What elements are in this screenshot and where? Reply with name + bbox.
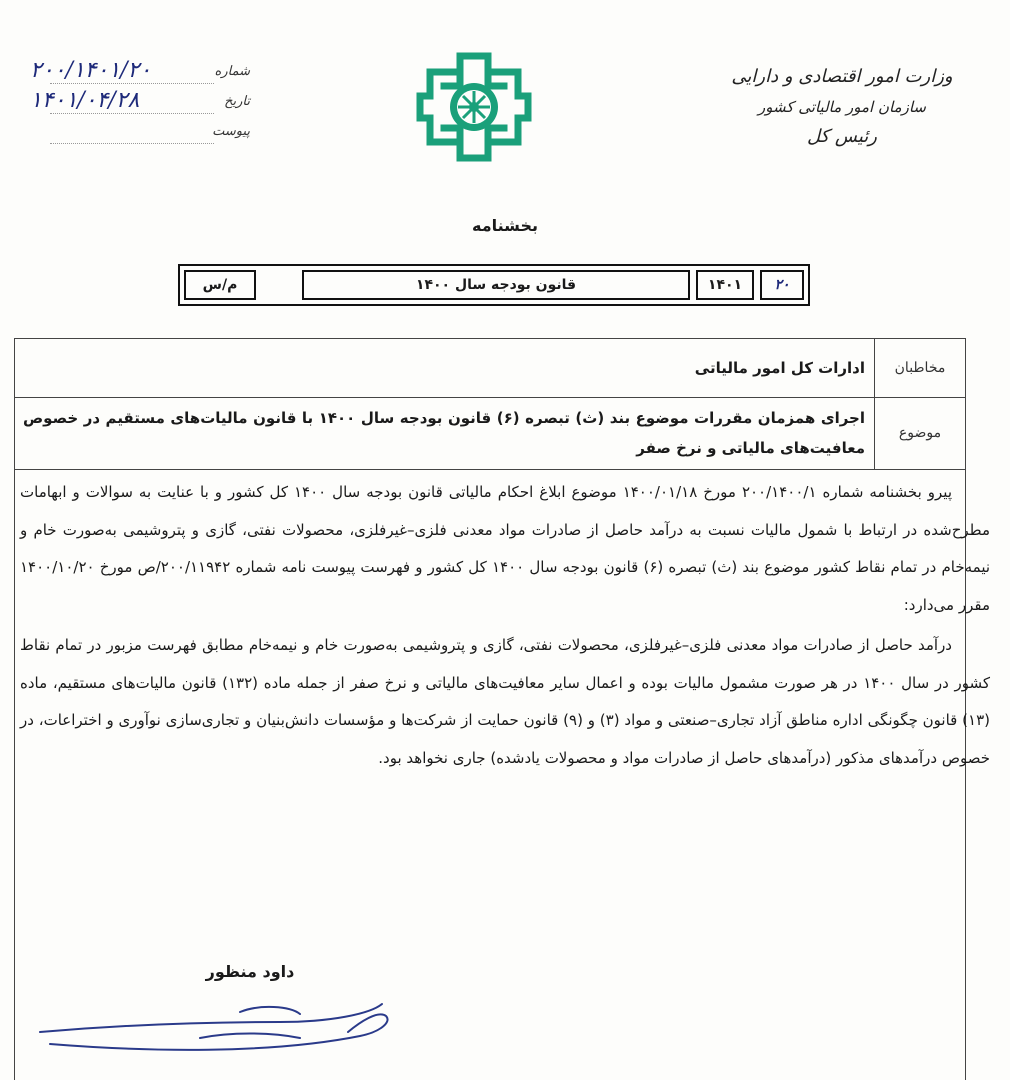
document-title: بخشنامه [472,216,538,235]
handwritten-signature-icon [30,992,410,1062]
organization-name: سازمان امور مالیاتی کشور [758,98,926,116]
letter-metadata [30,58,250,148]
body-paragraph-2: درآمد حاصل از صادرات مواد معدنی فلزی–غیرفلزی، محصولات نفتی، گازی و پتروشیمی به‌صورت خام و نیمه‌خام مطابق فهرست مزبور در تمام نقاط کشور در سال ۱۴۰۰ در هر صورت مشمول مالیات بوده و اعمال سایر معافیت‌های مالیاتی و نرخ صفر از جمله ماده (۱۳۲) قانون مالیات‌های مستقیم، ماده (۱۳) قانون چگونگی اداره مناطق آزاد تجاری–صنعتی و مواد (۳) و (۹) قانون حمایت از شرکت‌ها و مؤسسات دانش‌بنیان و تجاری‌سازی نوآوری و اختراعات، در خصوص درآمدهای مذکور (درآمدهای حاصل از صادرات مواد و محصولات یادشده) جاری نخواهد بود. [20,636,990,767]
date-label: تاریخ [224,94,250,109]
letter-date: ۱۴۰۱/۰۴/۲۸ [30,88,140,113]
subject-label: موضوع [874,397,965,469]
position-title: رئیس کل [806,126,877,147]
letter-number: ۲۰۰/۱۴۰۱/۲۰ [30,58,152,83]
document-body [20,474,990,777]
circular-year: ۱۴۰۱ [696,270,754,300]
recipients-value: ادارات کل امور مالیاتی [694,359,865,377]
recipients-row [15,339,965,398]
tax-organization-emblem-icon [412,42,536,172]
subject-row [15,397,965,470]
category-code: م/س [184,270,256,300]
signatory-name: داود منظور [205,962,295,981]
ministry-name: وزارت امور اقتصادی و دارایی [731,66,953,87]
subject-value: اجرای همزمان مقررات موضوع بند (ث) تبصره (۶) قانون بودجه سال ۱۴۰۰ با قانون مالیات‌های مستقیم در خصوص معافیت‌های مالیاتی و نرخ صفر [23,409,865,457]
circular-number: ۲۰ [760,270,804,300]
ministry-header [712,62,972,152]
body-paragraph-1: پیرو بخشنامه شماره ۲۰۰/۱۴۰۰/۱ مورخ ۱۴۰۰/۰۱/۱۸ موضوع ابلاغ احکام مالیاتی قانون بودجه سال ۱۴۰۰ کل کشور و با عنایت به سوالات و ابهامات مطرح‌شده در ارتباط با شمول مالیات نسبت به درآمد حاصل از صادرات مواد معدنی فلزی–غیرفلزی، محصولات نفتی، گازی و پتروشیمی به‌صورت خام و نیمه‌خام در تمام نقاط کشور موضوع بند (ث) تبصره (۶) قانون بودجه سال ۱۴۰۰ کل کشور و فهرست پیوست نامه شماره ۲۰۰/۱۱۹۴۲/ص مورخ ۱۴۰۰/۱۰/۲۰ مقرر می‌دارد: [20,483,991,614]
reference-box [178,264,810,306]
law-reference: قانون بودجه سال ۱۴۰۰ [302,270,690,300]
attachment-label: پیوست [212,124,250,139]
number-label: شماره [214,64,250,79]
recipients-label: مخاطبان [874,339,965,397]
